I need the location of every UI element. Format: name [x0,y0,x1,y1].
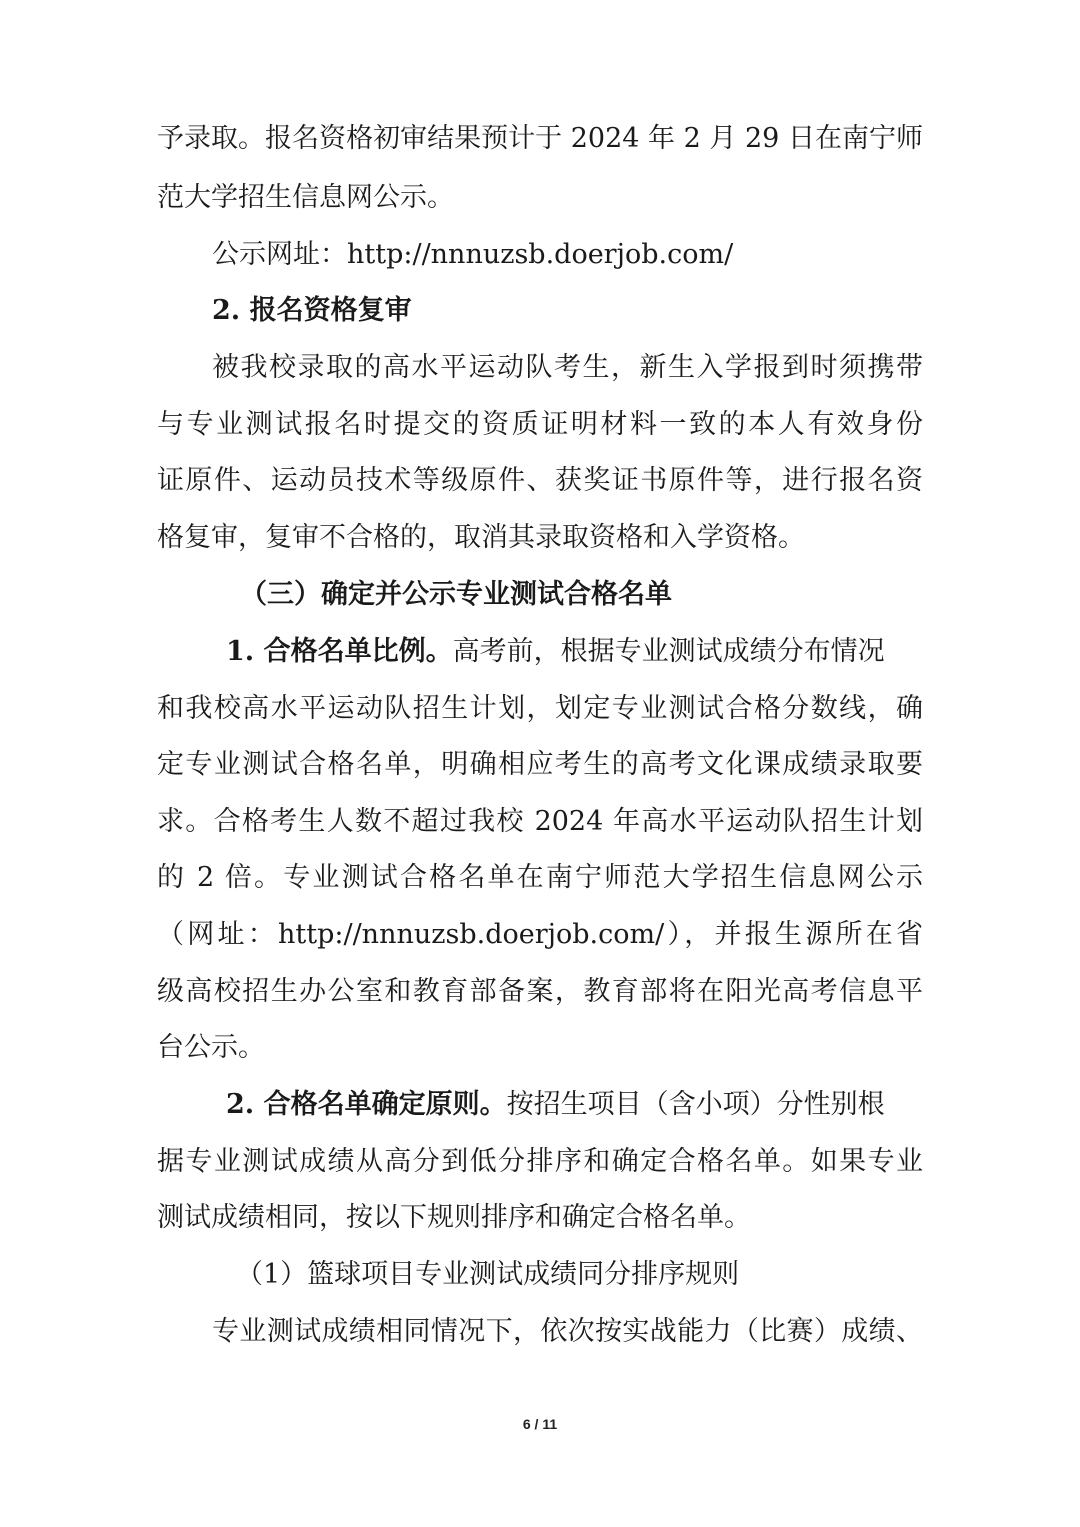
paragraph-line: 级高校招生办公室和教育部备案，教育部将在阳光高考信息平 [157,976,923,1007]
paragraph-line: 据专业测试成绩从高分到低分排序和确定合格名单。如果专业 [157,1146,923,1177]
paragraph-text: 高考前，根据专业测试成绩分布情况 [452,636,885,667]
paragraph-line: 定专业测试合格名单，明确相应考生的高考文化课成绩录取要 [157,749,923,780]
paragraph-line [226,1085,923,1125]
url-line: 公示网址：http://nnnuzsb.doerjob.com/ [212,239,734,270]
paragraph-line: 格复审，复审不合格的，取消其录取资格和入学资格。 [157,522,805,553]
paragraph-line: （网址：http://nnnuzsb.doerjob.com/），并报生源所在省 [157,919,923,950]
paragraph-lead: 2. 合格名单确定原则。 [226,1089,507,1120]
paragraph-line: 测试成绩相同，按以下规则排序和确定合格名单。 [157,1202,751,1233]
paragraph-line: 和我校高水平运动队招生计划，划定专业测试合格分数线，确 [157,693,923,724]
paragraph-line: 求。合格考生人数不超过我校 2024 年高水平运动队招生计划 [157,806,923,837]
section-heading: 2. 报名资格复审 [212,295,412,326]
paragraph-lead: 1. 合格名单比例。 [226,636,453,667]
paragraph-line: 台公示。 [157,1032,265,1063]
paragraph-line [226,632,923,672]
paragraph-line: 证原件、运动员技术等级原件、获奖证书原件等，进行报名资 [157,465,923,496]
paragraph-line: 被我校录取的高水平运动队考生，新生入学报到时须携带 [212,352,923,383]
rule-heading: （1）篮球项目专业测试成绩同分排序规则 [236,1259,740,1290]
paragraph-line: 予录取。报名资格初审结果预计于 2024 年 2 月 29 日在南宁师 [157,123,923,154]
paragraph-line: 与专业测试报名时提交的资质证明材料一致的本人有效身份 [157,409,923,440]
paragraph-line: 范大学招生信息网公示。 [157,182,454,213]
paragraph-text: 按招生项目（含小项）分性别根 [506,1089,885,1120]
paragraph-line: 专业测试成绩相同情况下，依次按实战能力（比赛）成绩、 [212,1316,923,1347]
paragraph-line: 的 2 倍。专业测试合格名单在南宁师范大学招生信息网公示 [157,862,923,893]
subsection-heading: （三）确定并公示专业测试合格名单 [240,579,672,610]
page-number: 6 / 11 [522,1416,558,1432]
